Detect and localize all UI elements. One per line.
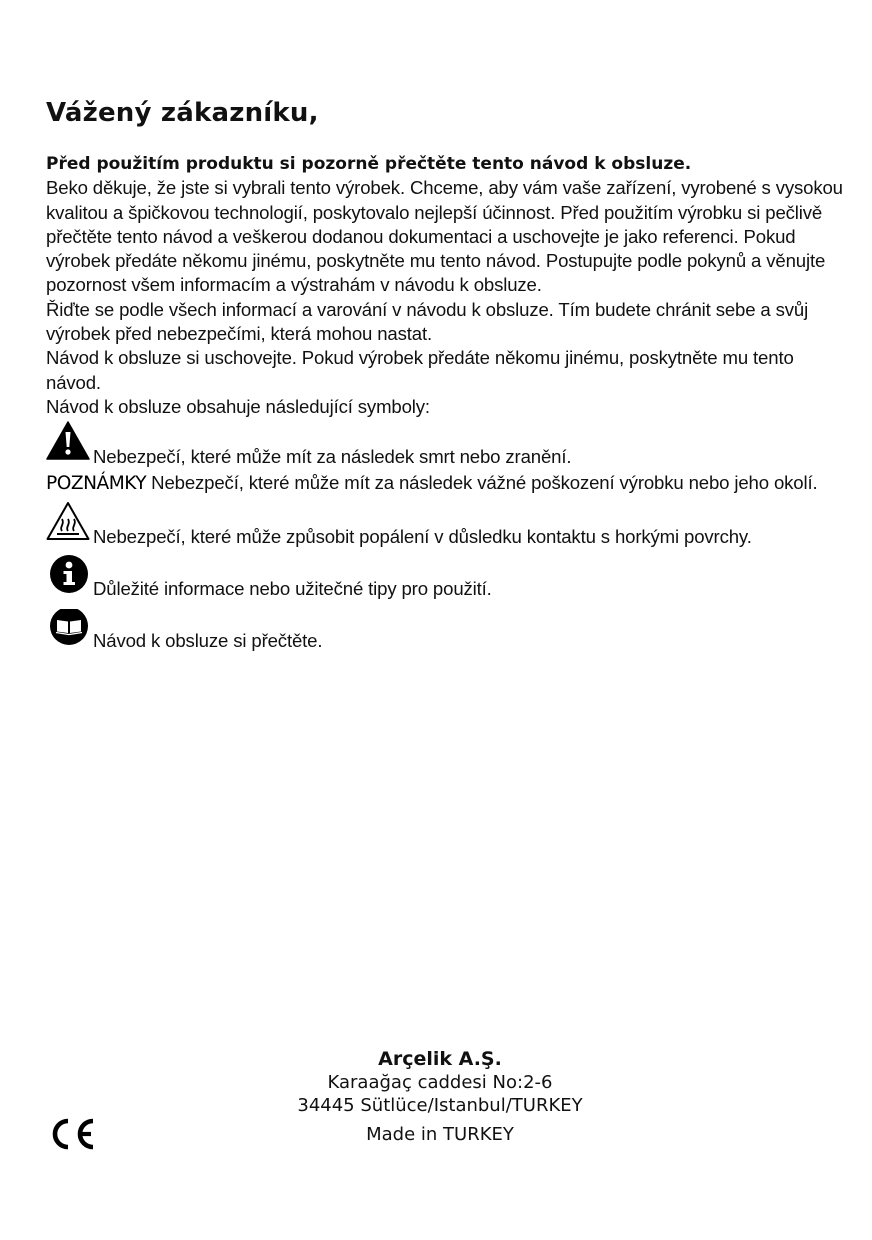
keep-manual-paragraph: Návod k obsluze si uschovejte. Pokud výrobek předáte někomu jinému, poskytněte mu tento návod. (46, 347, 794, 393)
hot-surface-text: Nebezpečí, které může způsobit popálení v důsledku kontaktu s horkými povrchy. (93, 525, 752, 547)
address-line-1: Karaağaç caddesi No:2-6 (327, 1072, 553, 1093)
subtitle: Před použitím produktu si pozorně přečtěte tento návod k obsluze. (46, 154, 692, 174)
hot-surface-icon (46, 501, 90, 541)
company-name: Arçelik A.Ş. (378, 1048, 502, 1070)
note-text: Nebezpečí, které může mít za následek vážné poškození výrobku nebo jeho okolí. (146, 472, 818, 494)
safety-paragraph: Řiďte se podle všech informací a varování v návodu k obsluze. Tím budete chránit sebe a svůj výrobek před nebezpečími, která mohou nastat. (46, 298, 809, 345)
ce-mark-icon (45, 1115, 97, 1153)
made-in-text: Made in TURKEY (366, 1124, 514, 1145)
symbol-manual-row (46, 605, 846, 655)
danger-text: Nebezpečí, které může mít za následek smrt nebo zranění. (93, 446, 572, 468)
symbol-danger-row (46, 421, 846, 471)
book-icon (48, 609, 90, 651)
main-content (46, 152, 846, 655)
page-title: Vážený zákazníku, (46, 98, 319, 128)
symbol-note-row (46, 471, 846, 496)
warning-triangle-icon (46, 421, 90, 461)
manufacturer-footer (240, 1048, 640, 1146)
intro-paragraph: Beko děkuje, že jste si vybrali tento výrobek. Chceme, aby vám vaše zařízení, vyrobené s vysokou kvalitou a špičkovou technologií, poskytovalo nejlepší účinnost. Před použitím výrobku si pečlivě přečtěte tento návod a veškerou dodanou dokumentaci a uschovejte je jako referenci. Pokud výrobek předáte někomu jinému, poskytněte mu tento návod. Postupujte podle pokynů a věnujte pozornost všem informacím a výstrahám v návodu k obsluze. (46, 177, 843, 296)
symbol-hot-surface-row (46, 501, 846, 551)
symbols-intro-paragraph: Návod k obsluze obsahuje následující symboly: (46, 395, 430, 417)
symbol-info-row (46, 553, 846, 603)
address-line-2: 34445 Sütlüce/Istanbul/TURKEY (297, 1095, 583, 1116)
manual-text: Návod k obsluze si přečtěte. (93, 629, 323, 651)
info-text: Důležité informace nebo užitečné tipy pro použití. (93, 577, 492, 599)
info-icon (48, 555, 90, 597)
note-label: POZNÁMKY (46, 473, 147, 495)
